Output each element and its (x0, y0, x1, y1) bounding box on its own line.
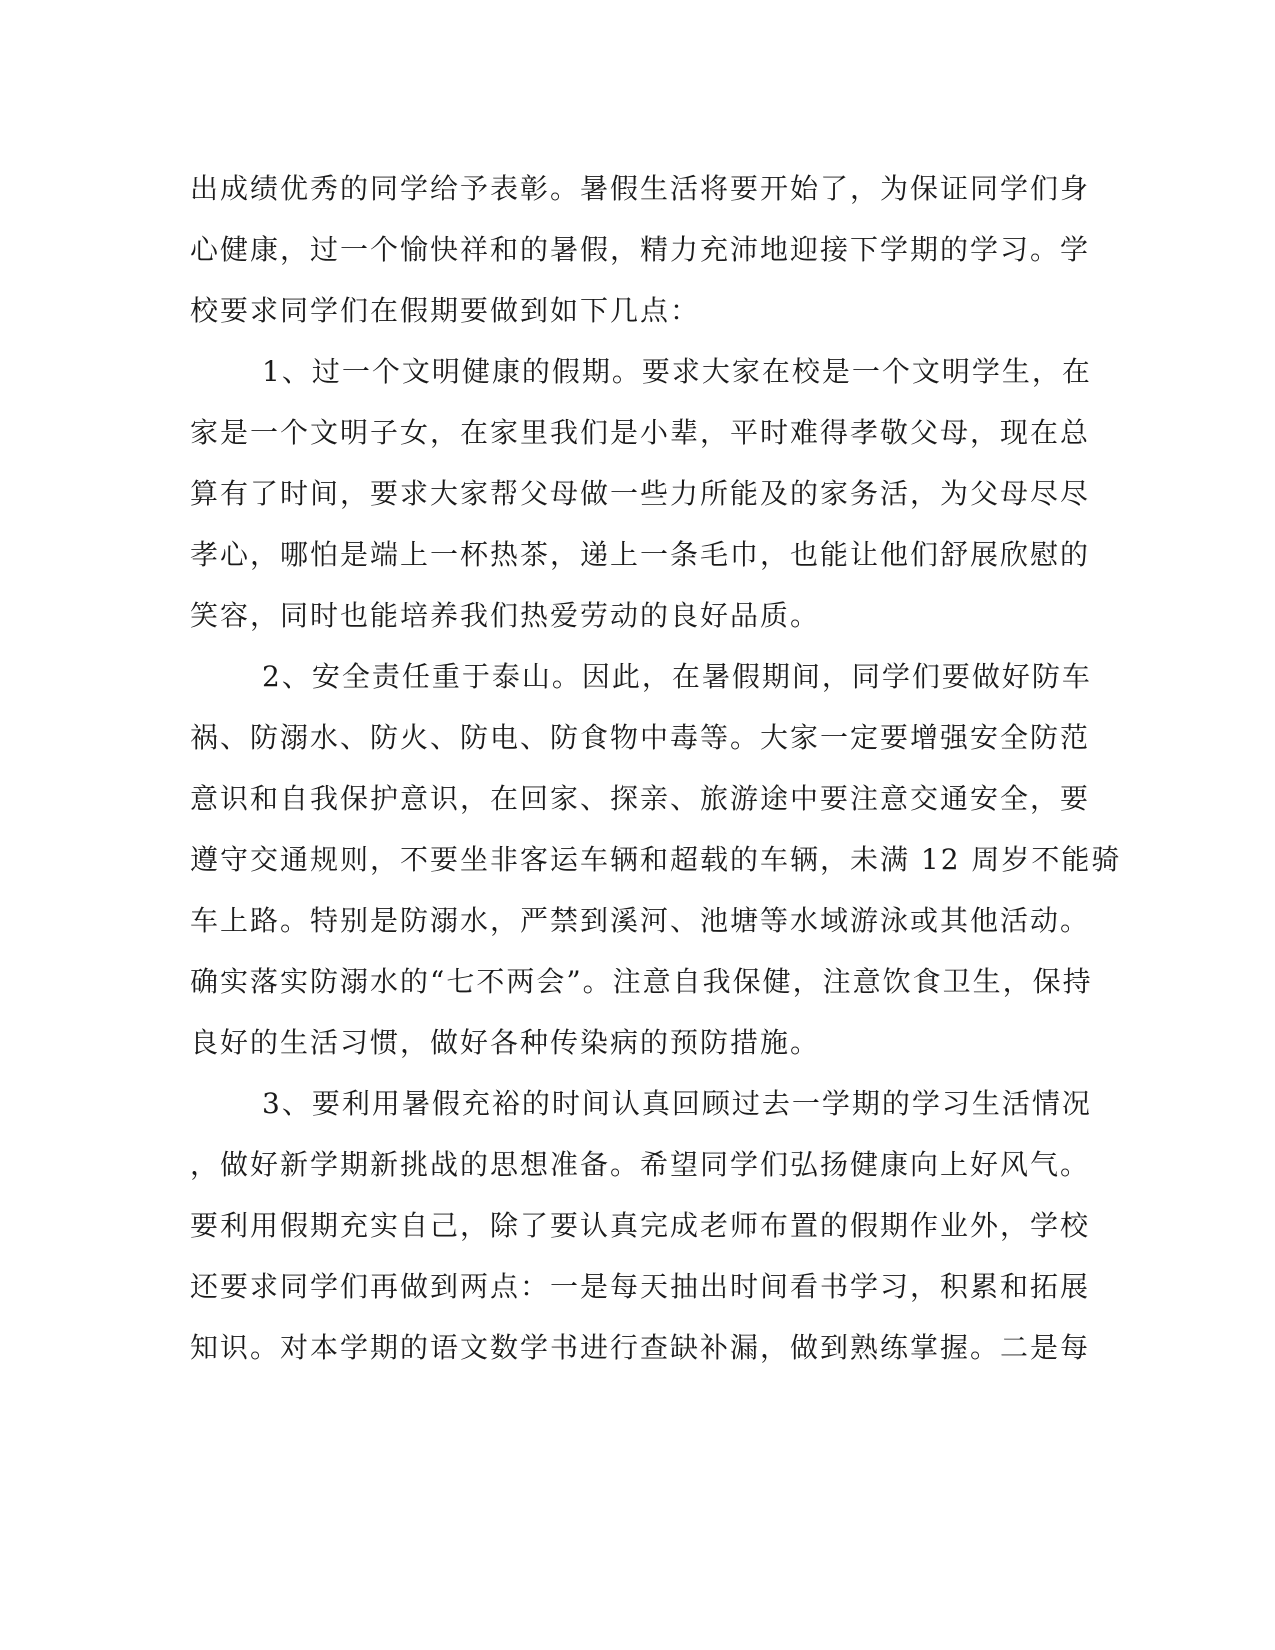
text-line: 良好的生活习惯，做好各种传染病的预防措施。 (190, 1026, 821, 1059)
text-line: 笑容，同时也能培养我们热爱劳动的良好品质。 (190, 599, 821, 632)
text-line: 要利用假期充实自己，除了要认真完成老师布置的假期作业外，学校 (190, 1209, 1091, 1242)
paragraph-2-start: 2、安全责任重于泰山。因此，在暑假期间，同学们要做好防车 (262, 660, 1092, 693)
paragraph-3-start: 3、要利用暑假充裕的时间认真回顾过去一学期的学习生活情况 (262, 1087, 1092, 1120)
text-line: 还要求同学们再做到两点：一是每天抽出时间看书学习，积累和拓展 (190, 1270, 1091, 1303)
text-line: 出成绩优秀的同学给予表彰。暑假生活将要开始了，为保证同学们身 (190, 172, 1091, 205)
text-line: 确实落实防溺水的“七不两会”。注意自我保健，注意饮食卫生，保持 (190, 965, 1093, 998)
text-line: 车上路。特别是防溺水，严禁到溪河、池塘等水域游泳或其他活动。 (190, 904, 1091, 937)
paragraph-1-start: 1、过一个文明健康的假期。要求大家在校是一个文明学生，在 (262, 355, 1092, 388)
text-line: 知识。对本学期的语文数学书进行查缺补漏，做到熟练掌握。二是每 (190, 1331, 1091, 1364)
text-line: 意识和自我保护意识，在回家、探亲、旅游途中要注意交通安全，要 (190, 782, 1091, 815)
document-body (190, 158, 1122, 1378)
text-line: 祸、防溺水、防火、防电、防食物中毒等。大家一定要增强安全防范 (190, 721, 1091, 754)
text-line: ，做好新学期新挑战的思想准备。希望同学们弘扬健康向上好风气。 (190, 1148, 1091, 1181)
text-line: 遵守交通规则，不要坐非客运车辆和超载的车辆，未满 12 周岁不能骑 (190, 843, 1122, 876)
text-line: 算有了时间，要求大家帮父母做一些力所能及的家务活，为父母尽尽 (190, 477, 1091, 510)
text-line: 孝心，哪怕是端上一杯热茶，递上一条毛巾，也能让他们舒展欣慰的 (190, 538, 1091, 571)
text-line: 心健康，过一个愉快祥和的暑假，精力充沛地迎接下学期的学习。学 (190, 233, 1091, 266)
text-line: 家是一个文明子女，在家里我们是小辈，平时难得孝敬父母，现在总 (190, 416, 1091, 449)
text-line: 校要求同学们在假期要做到如下几点： (190, 294, 701, 327)
